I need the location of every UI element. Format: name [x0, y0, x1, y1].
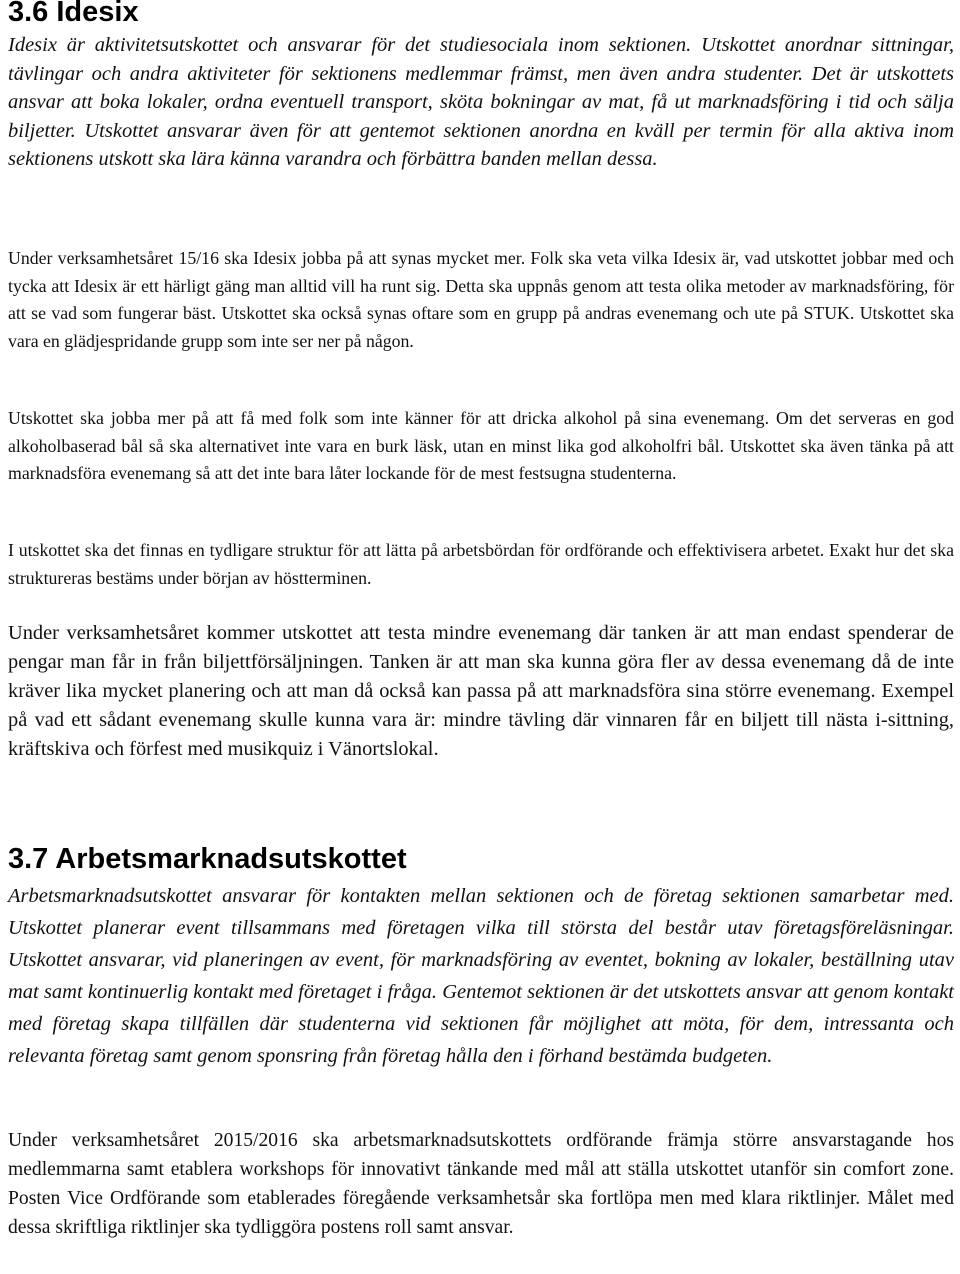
idesix-intro-paragraph: Idesix är aktivitetsutskottet och ansvarar för det studiesociala inom sektionen. Utskottet anordnar sittningar, tävlingar och andra aktiviteter för sektionens medlemmar främst, men även andra studenter. Det är utskottets ansvar att boka lokaler, ordna eventuell transport, sköta bokningar av mat, få ut marknadsföring i tid och sälja biljetter. Utskottet ansvarar även för att gentemot sektionen anordna en kväll per termin för alla aktiva inom sektionens utskott ska lära känna varandra och förbättra banden mellan dessa.	[8, 34, 954, 170]
section-heading-arbetsmarknadsutskottet: 3.7 Arbetsmarknadsutskottet	[8, 843, 407, 875]
arbetsmarknad-paragraph-goals: Under verksamhetsåret 2015/2016 ska arbetsmarknadsutskottets ordförande främja större ansvarstagande hos medlemmarna samt etablera workshops för innovativt tänkande med mål att ställa utskottet utanför sin comfort zone. Posten Vice Ordförande som etablerades föregående verksamhetsår ska fortlöpa men med klara riktlinjer. Målet med dessa skriftliga riktlinjer ska tydliggöra postens roll samt ansvar.	[8, 1130, 954, 1238]
idesix-paragraph-small-events: Under verksamhetsåret kommer utskottet att testa mindre evenemang där tanken är att man endast spenderar de pengar man får in från biljettförsäljningen. Tanken är att man ska kunna göra fler av dessa evenemang då de inte kräver lika mycket planering och att man då också kan passa på att marknadsföra sina större evenemang. Exempel på vad ett sådant evenemang skulle kunna vara är: mindre tävling där vinnaren får en biljett till nästa i-sittning, kräftskiva och förfest med musikquiz i Vänortslokal.	[8, 622, 954, 760]
arbetsmarknad-intro-paragraph: Arbetsmarknadsutskottet ansvarar för kontakten mellan sektionen och de företag sektionen samarbetar med. Utskottet planerar event tillsammans med företagen vilka till största del består utav företagsföreläsningar. Utskottet ansvarar, vid planeringen av event, för marknadsföring av eventet, bokning av lokaler, beställning utav mat samt kontinuerlig kontakt med företaget i fråga. Gentemot sektionen är det utskottets ansvar att genom kontakt med företag skapa tillfällen där studenterna vid sektionen får möjlighet att möta, för dem, intressanta och relevanta företag samt genom sponsring från företag hålla den i förhand bestämda budgeten.	[8, 885, 954, 1067]
idesix-paragraph-alcohol: Utskottet ska jobba mer på att få med folk som inte känner för att dricka alkohol på sina evenemang. Om det serveras en god alkoholbaserad bål så ska alternativet inte vara en burk läsk, utan en minst lika god alkoholfri bål. Utskottet ska även tänka på att marknadsföra evenemang så att det inte bara låter lockande för de mest festsugna studenterna.	[8, 408, 954, 483]
section-heading-idesix: 3.6 Idesix	[8, 0, 139, 28]
idesix-paragraph-structure: I utskottet ska det finnas en tydligare struktur för att lätta på arbetsbördan för ordförande och effektivisera arbetet. Exakt hur det ska struktureras bestäms under början av höstterminen.	[8, 540, 954, 588]
idesix-paragraph-visibility: Under verksamhetsåret 15/16 ska Idesix jobba på att synas mycket mer. Folk ska veta vilka Idesix är, vad utskottet jobbar med och tycka att Idesix är ett härligt gäng man alltid vill ha runt sig. Detta ska uppnås genom att testa olika metoder av marknadsföring, för att se vad som fungerar bäst. Utskottet ska också synas oftare som en grupp på andras evenemang och ute på STUK. Utskottet ska vara en glädjespridande grupp som inte ser ner på någon.	[8, 248, 954, 351]
